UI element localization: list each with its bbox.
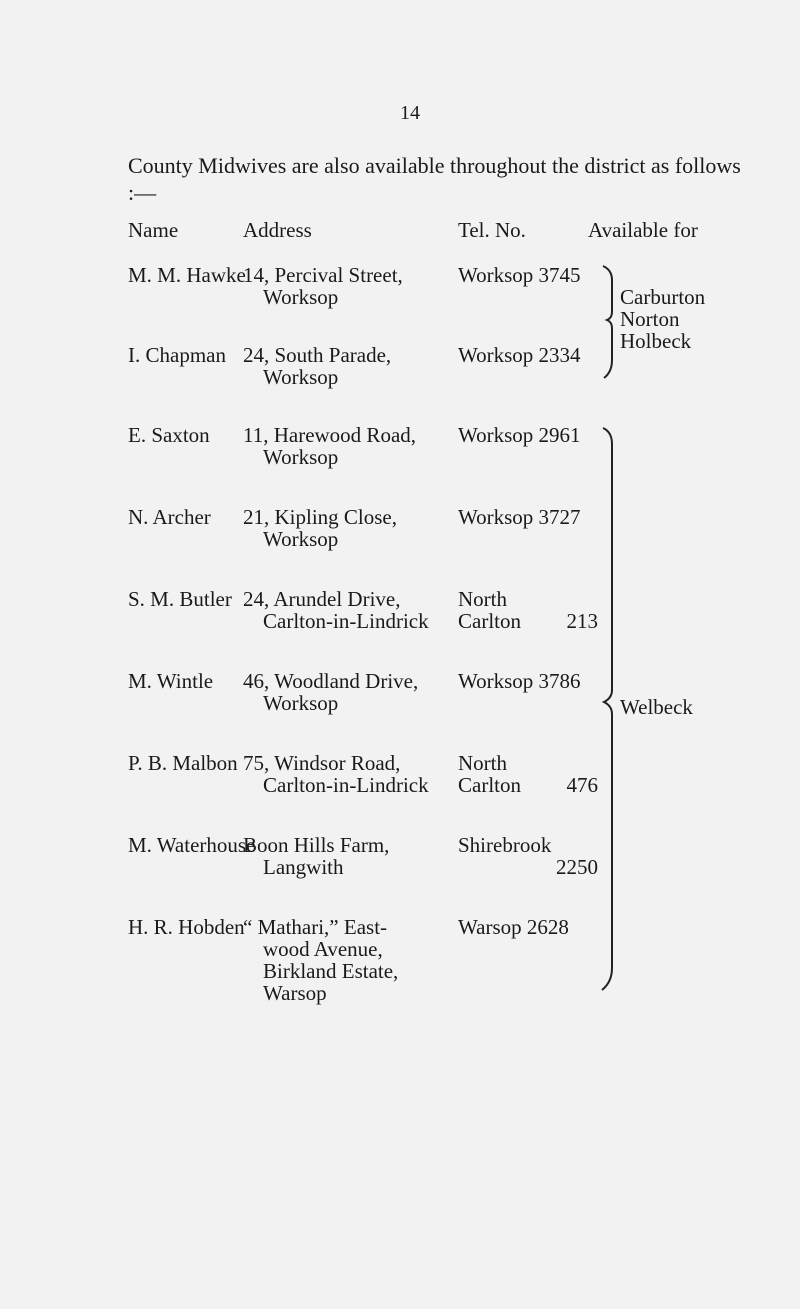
available-area: Norton — [620, 307, 680, 331]
row-address-line: Langwith — [263, 855, 344, 879]
row-address-line: 11, Harewood Road, — [243, 423, 417, 447]
row-address-line: Worksop — [263, 285, 339, 309]
row-name: N. Archer — [128, 505, 211, 529]
row-name: P. B. Malbon — [128, 751, 238, 775]
row-address-line: wood Avenue, — [263, 937, 383, 961]
row-name: M. Wintle — [128, 669, 214, 693]
row-address-line: Carlton-in-Lindrick — [263, 773, 429, 797]
row-address-line: Worksop — [263, 445, 339, 469]
row-tel: Worksop 2334 — [458, 343, 581, 367]
row-address-line: Worksop — [263, 527, 339, 551]
row-address-line: Worksop — [263, 365, 339, 389]
header-address: Address — [243, 218, 312, 242]
row-name: E. Saxton — [128, 423, 210, 447]
row-address-line: 24, Arundel Drive, — [243, 587, 401, 611]
header-available: Available for — [588, 218, 698, 242]
row-address-line: 24, South Parade, — [243, 343, 392, 367]
row-name: M. M. Hawke — [128, 263, 246, 287]
row-name: M. Waterhouse — [128, 833, 256, 857]
row-address-line: Boon Hills Farm, — [243, 833, 390, 857]
row-address-line: 75, Windsor Road, — [243, 751, 401, 775]
brace-first-group — [603, 266, 612, 378]
page-number: 14 — [400, 102, 420, 124]
row-address-line: Birkland Estate, — [263, 959, 399, 983]
row-address-line: Carlton-in-Lindrick — [263, 609, 429, 633]
available-area: Welbeck — [620, 695, 693, 719]
header-tel: Tel. No. — [458, 218, 526, 242]
row-tel: Shirebrook — [458, 833, 552, 857]
row-name: I. Chapman — [128, 343, 226, 367]
row-address-line: 14, Percival Street, — [243, 263, 403, 287]
row-tel: Warsop 2628 — [458, 915, 569, 939]
row-tel: 2250 — [556, 855, 598, 879]
row-tel: North — [458, 751, 507, 775]
intro-paragraph: County Midwives are also available throughout the district as follows :— — [128, 153, 741, 205]
row-tel: Worksop 2961 — [458, 423, 581, 447]
row-tel: 476 — [566, 773, 598, 797]
header-name: Name — [128, 218, 179, 242]
row-tel: Carlton — [458, 773, 521, 797]
row-address-line: Worksop — [263, 691, 339, 715]
row-tel: Worksop 3727 — [458, 505, 581, 529]
available-area: Holbeck — [620, 329, 692, 353]
row-tel: Worksop 3745 — [458, 263, 581, 287]
row-tel: North — [458, 587, 507, 611]
row-address-line: Warsop — [263, 981, 327, 1005]
row-name: H. R. Hobden — [128, 915, 245, 939]
row-address-line: 21, Kipling Close, — [243, 505, 398, 529]
row-address-line: 46, Woodland Drive, — [243, 669, 419, 693]
brace-second-group — [602, 428, 612, 990]
row-tel: Worksop 3786 — [458, 669, 581, 693]
row-tel: Carlton — [458, 609, 521, 633]
row-tel: 213 — [566, 609, 598, 633]
available-area: Carburton — [620, 285, 706, 309]
row-address-line: “ Mathari,” East- — [243, 915, 388, 939]
row-name: S. M. Butler — [128, 587, 232, 611]
